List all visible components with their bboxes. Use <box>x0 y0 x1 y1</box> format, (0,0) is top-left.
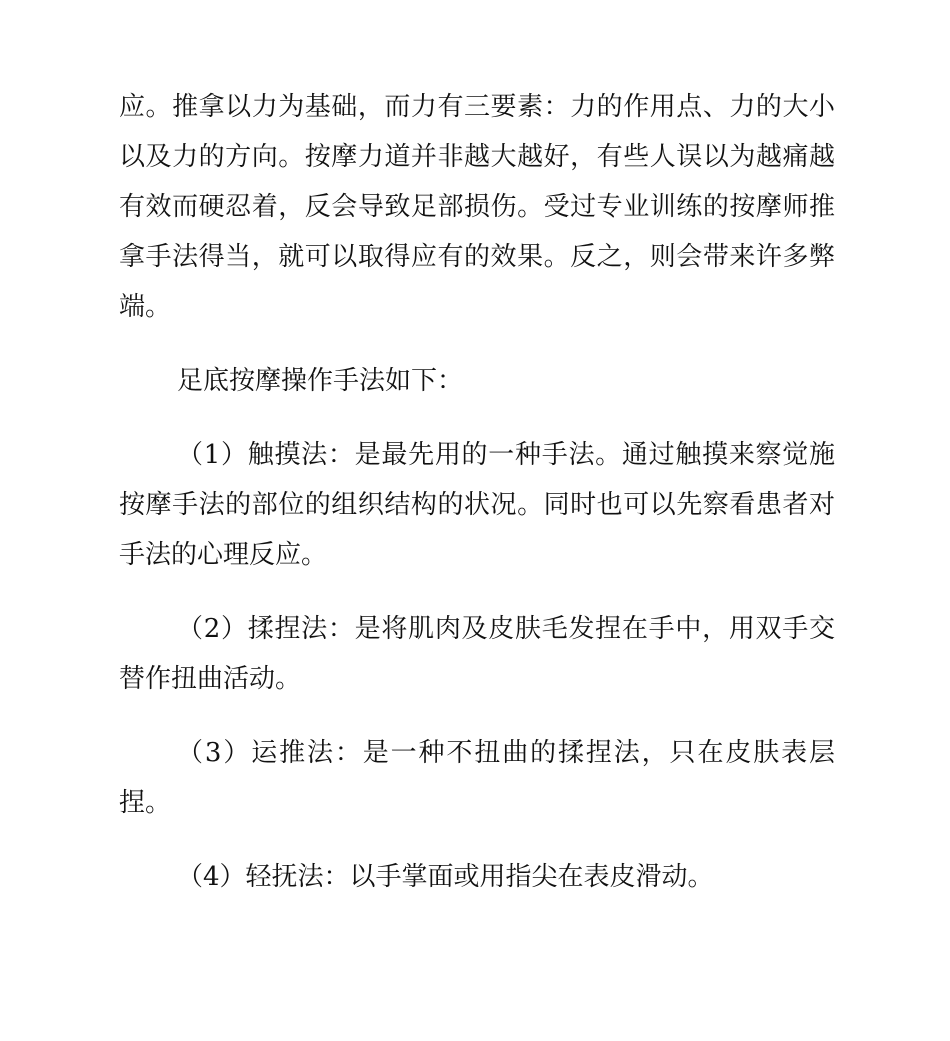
paragraph-kneading-method: （2）揉捏法：是将肌肉及皮肤毛发捏在手中，用双手交替作扭曲活动。 <box>119 614 835 694</box>
paragraph-touch-method: （1）触摸法：是最先用的一种手法。通过触摸来察觉施按摩手法的部位的组织结构的状况。同时也可以先察看患者对手法的心理反应。 <box>119 440 835 570</box>
paragraph-stroking-method: （4）轻抚法：以手掌面或用指尖在表皮滑动。 <box>177 862 714 892</box>
document-body <box>119 82 835 926</box>
paragraph-continuation: 应。推拿以力为基础，而力有三要素：力的作用点、力的大小以及力的方向。按摩力道并非越大越好，有些人误以为越痛越有效而硬忍着，反会导致足部损伤。受过专业训练的按摩师推拿手法得当，就可以取得应有的效果。反之，则会带来许多弊端。 <box>119 92 835 322</box>
paragraph-techniques-intro: 足底按摩操作手法如下： <box>177 366 464 396</box>
paragraph-push-method: （3）运推法：是一种不扭曲的揉捏法，只在皮肤表层捏。 <box>119 738 835 818</box>
